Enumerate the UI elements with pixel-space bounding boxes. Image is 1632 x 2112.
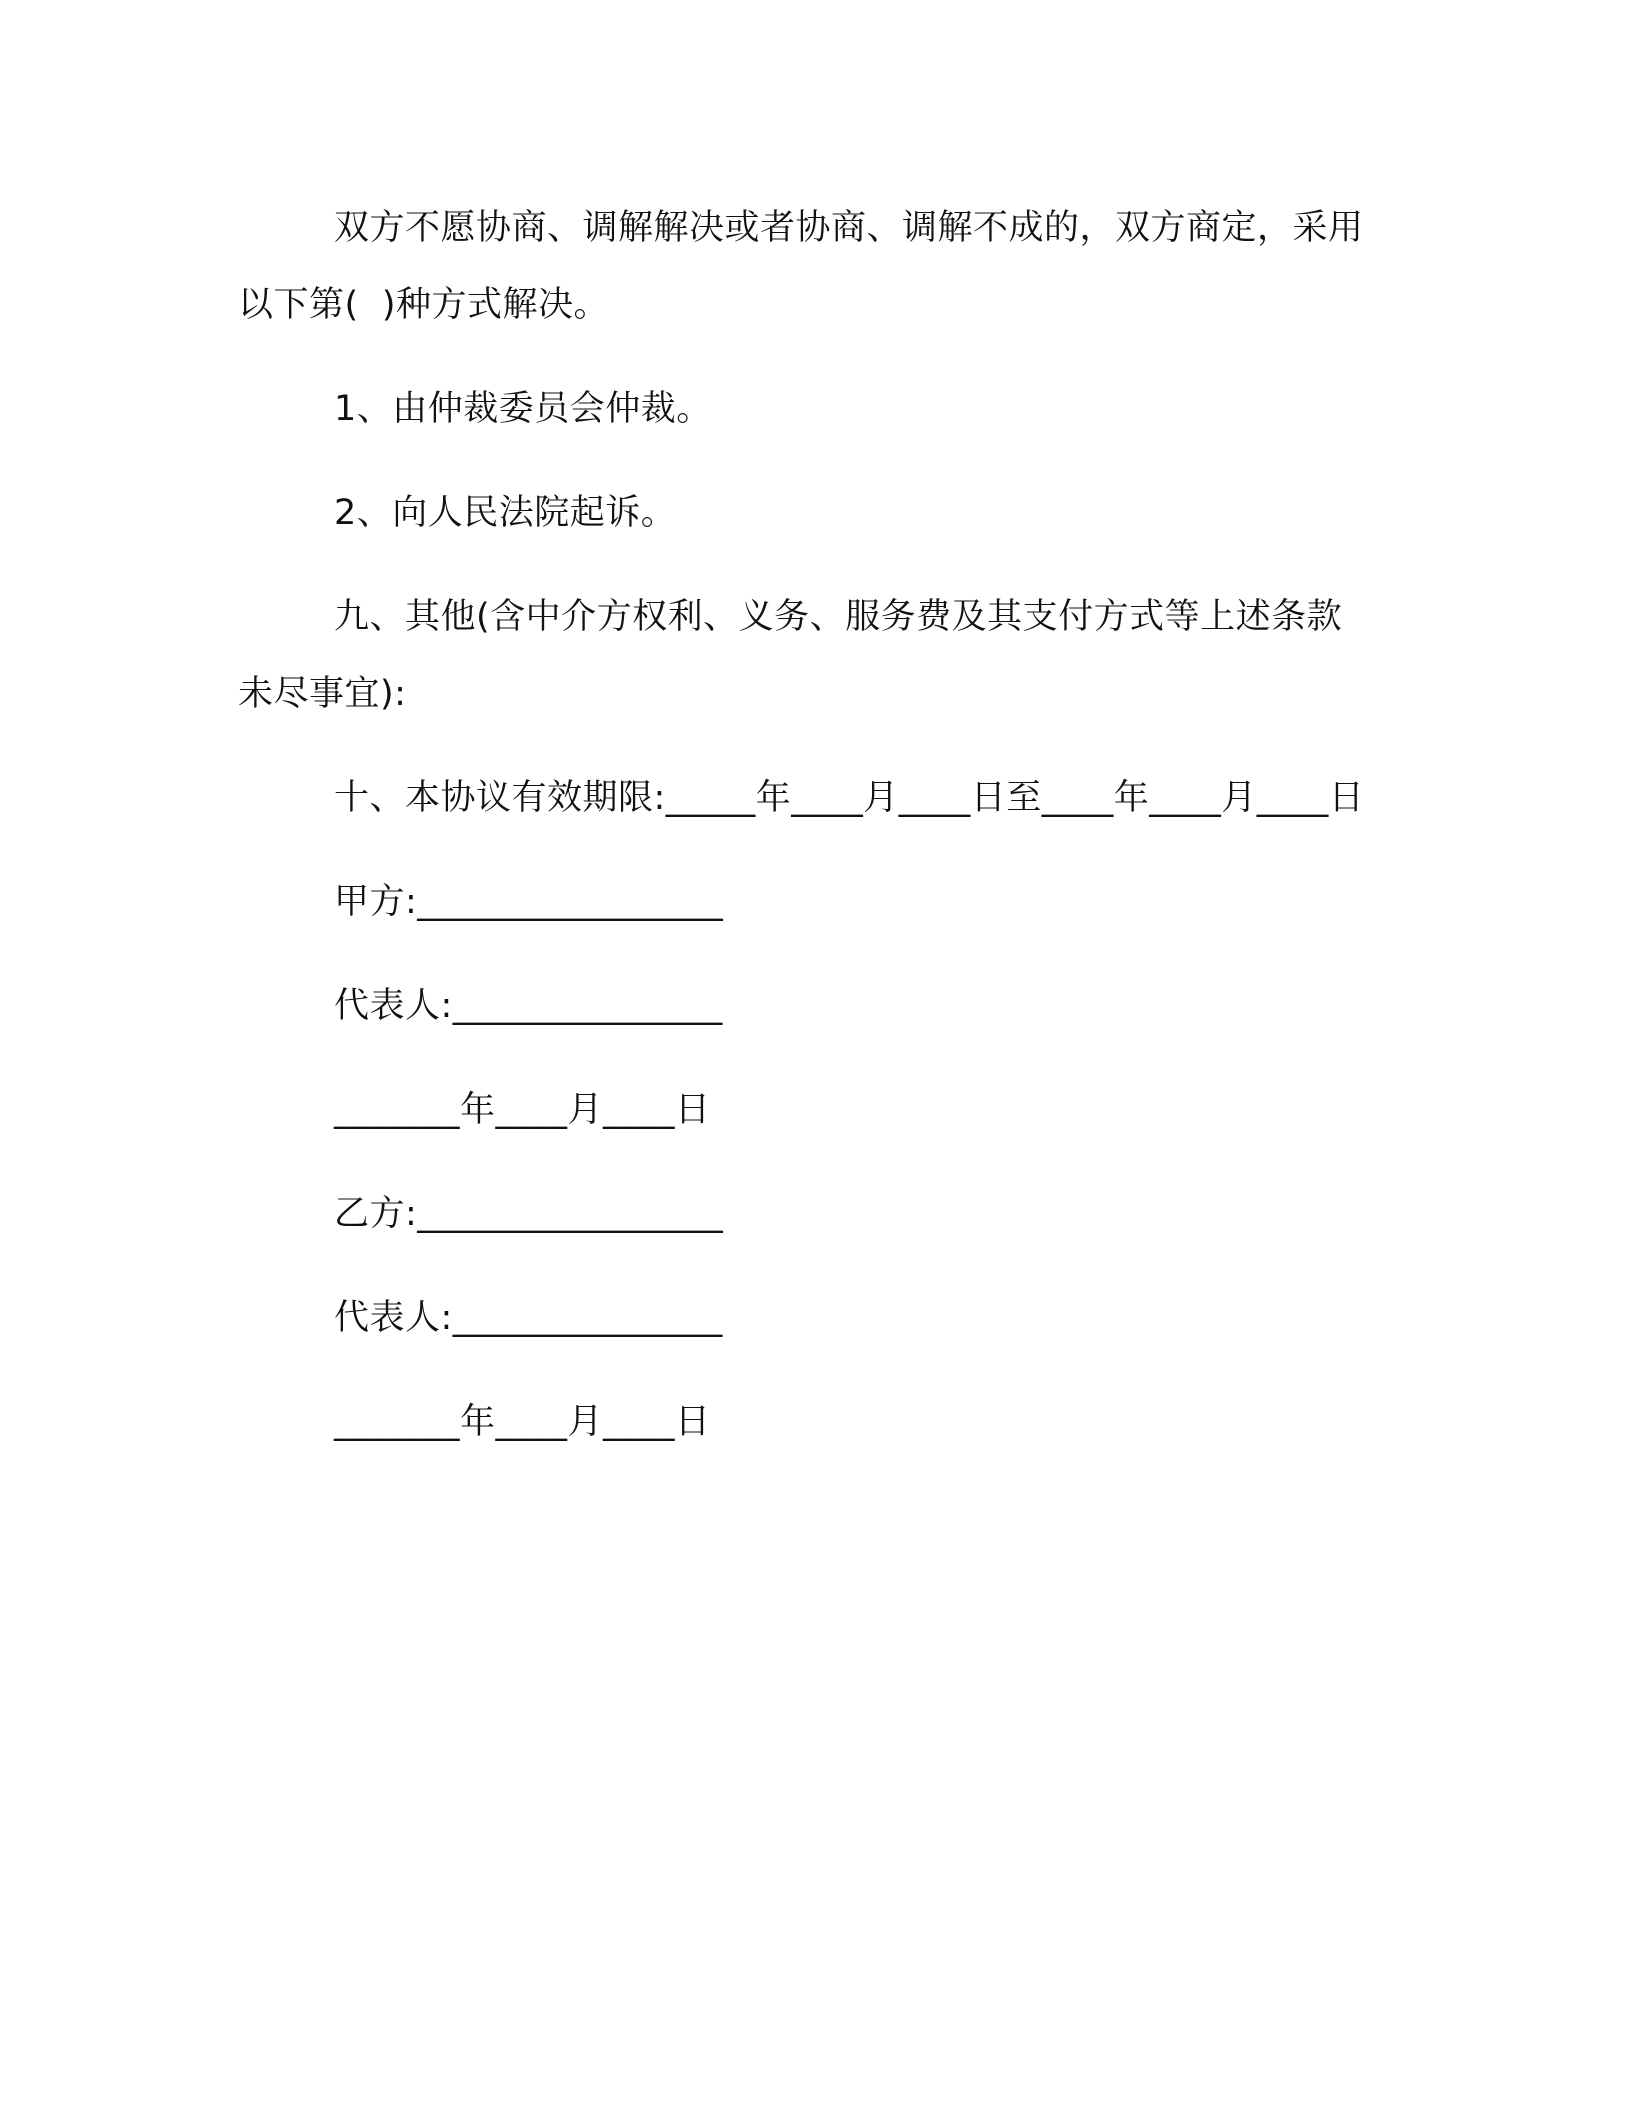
party-b-line: 乙方:_________________	[334, 1194, 724, 1234]
party-a-line: 甲方:_________________	[334, 882, 724, 922]
option-court: 2、向人民法院起诉。	[334, 493, 677, 533]
party-a-date-line: _______年____月____日	[334, 1090, 711, 1130]
clause-ten-validity-period: 十、本协议有效期限:_____年____月____日至____年____月____日	[334, 778, 1365, 818]
party-a-representative-line: 代表人:_______________	[334, 986, 723, 1026]
party-b-representative-line: 代表人:_______________	[334, 1298, 723, 1338]
clause-nine-other: 九、其他(含中介方权利、义务、服务费及其支付方式等上述条款未尽事宜):	[238, 597, 1343, 714]
party-b-date-line: _______年____月____日	[334, 1402, 711, 1442]
document-body	[238, 190, 1373, 1488]
dispute-resolution-paragraph: 双方不愿协商、调解解决或者协商、调解不成的，双方商定，采用以下第( )种方式解决。	[238, 208, 1364, 325]
option-arbitration: 1、由仲裁委员会仲裁。	[334, 389, 712, 429]
